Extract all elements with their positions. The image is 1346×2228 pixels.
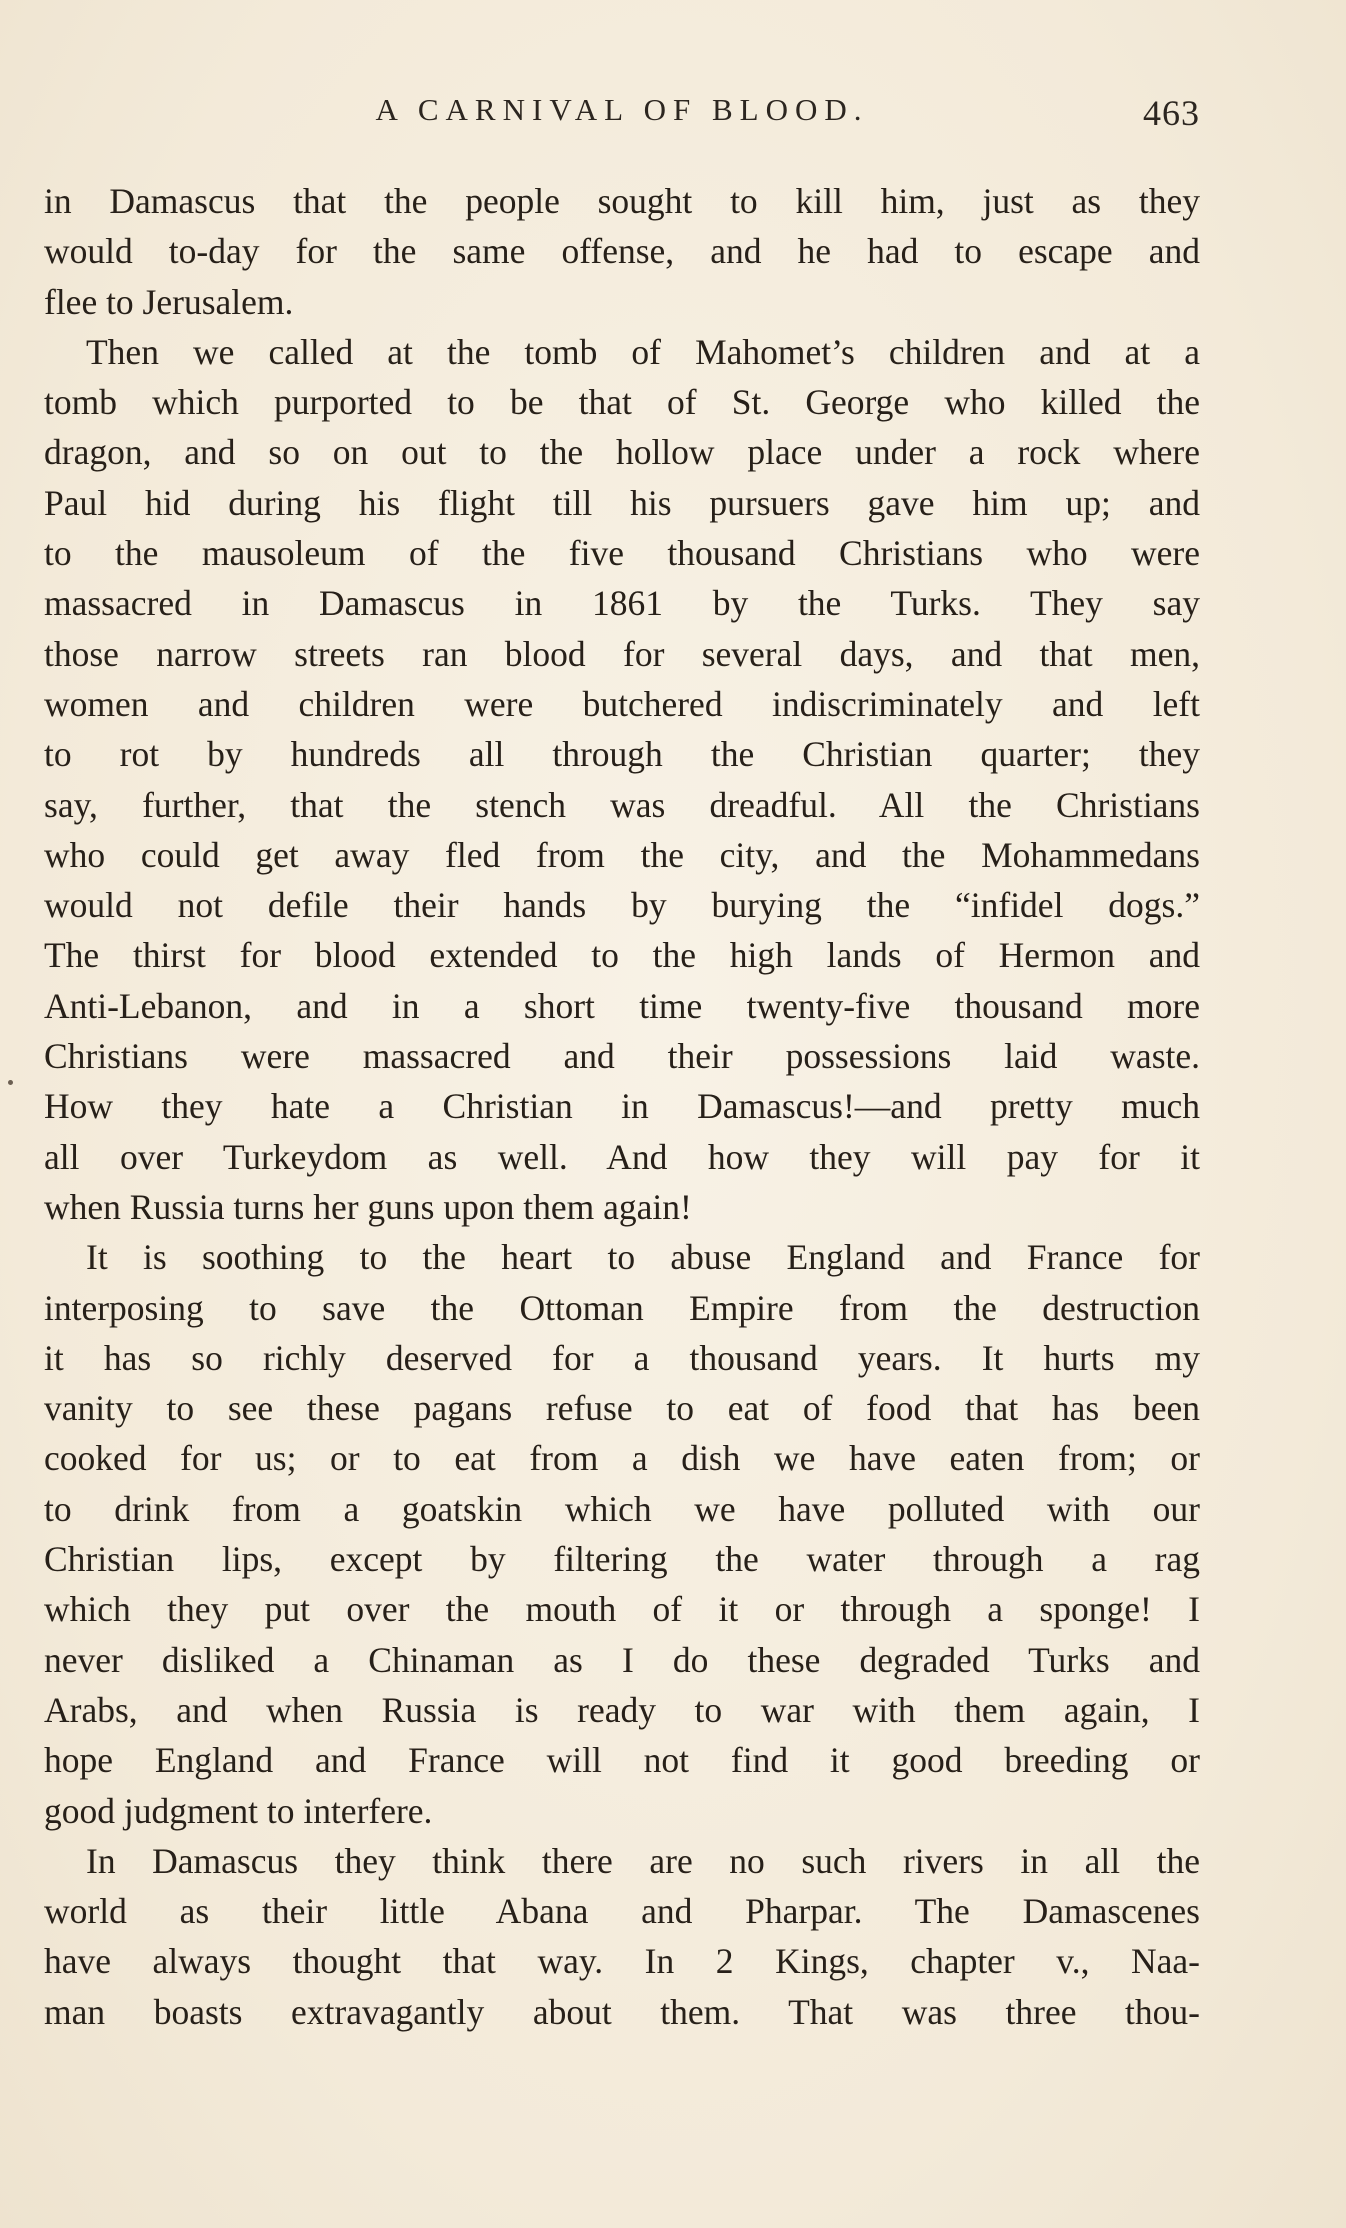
text-line: to drink from a goatskin which we have polluted with our [44, 1488, 1200, 1529]
text-line: Christians were massacred and their possessions laid waste. [44, 1036, 1200, 1077]
text-line: which they put over the mouth of it or through a sponge! I [44, 1589, 1200, 1630]
text-line: it has so richly deserved for a thousand years. It hurts my [44, 1337, 1200, 1378]
text-line: when Russia turns her guns upon them again! [44, 1186, 692, 1227]
text-line: dragon, and so on out to the hollow place under a rock where [44, 432, 1200, 473]
running-title: A CARNIVAL OF BLOOD. [375, 92, 869, 127]
text-line: to the mausoleum of the five thousand Christians who were [44, 533, 1200, 574]
text-line: How they hate a Christian in Damascus!—and pretty much [44, 1086, 1200, 1127]
text-line: those narrow streets ran blood for several days, and that men, [44, 633, 1200, 674]
text-line: flee to Jerusalem. [44, 281, 294, 322]
text-line: would not defile their hands by burying the “infidel dogs.” [44, 885, 1200, 926]
text-line: women and children were butchered indiscriminately and left [44, 683, 1200, 724]
text-line: massacred in Damascus in 1861 by the Turks. They say [44, 583, 1200, 624]
text-line: cooked for us; or to eat from a dish we have eaten from; or [44, 1438, 1200, 1479]
text-line: to rot by hundreds all through the Christian quarter; they [44, 734, 1200, 775]
text-line: good judgment to interfere. [44, 1790, 433, 1831]
text-line: say, further, that the stench was dreadful. All the Christians [44, 784, 1200, 825]
text-line: It is soothing to the heart to abuse England and France for [86, 1237, 1200, 1278]
body-text [44, 176, 1200, 2037]
text-line: never disliked a Chinaman as I do these degraded Turks and [44, 1639, 1200, 1680]
text-line: Anti-Lebanon, and in a short time twenty-five thousand more [44, 985, 1200, 1026]
text-line: have always thought that way. In 2 Kings, chapter v., Naa- [44, 1941, 1200, 1982]
text-line: world as their little Abana and Pharpar. The Damascenes [44, 1891, 1200, 1932]
text-line: would to-day for the same offense, and he had to escape and [44, 231, 1200, 272]
running-header [44, 92, 1200, 136]
text-line: interposing to save the Ottoman Empire from the destruction [44, 1287, 1200, 1328]
text-line: in Damascus that the people sought to kill him, just as they [44, 181, 1200, 221]
page-number: 463 [1143, 93, 1200, 133]
text-line: who could get away fled from the city, and the Mohammedans [44, 834, 1200, 875]
text-line: Paul hid during his flight till his pursuers gave him up; and [44, 482, 1200, 523]
text-line: hope England and France will not find it good breeding or [44, 1740, 1200, 1781]
margin-ink-speck [8, 1080, 13, 1085]
text-line: In Damascus they think there are no such rivers in all the [86, 1840, 1200, 1881]
text-line: Arabs, and when Russia is ready to war with them again, I [44, 1689, 1200, 1730]
text-line: vanity to see these pagans refuse to eat of food that has been [44, 1388, 1200, 1429]
text-line: Christian lips, except by filtering the water through a rag [44, 1539, 1200, 1580]
text-line: man boasts extravagantly about them. That was three thou- [44, 1991, 1200, 2032]
text-line: Then we called at the tomb of Mahomet’s children and at a [86, 331, 1200, 372]
text-line: tomb which purported to be that of St. George who killed the [44, 382, 1200, 423]
text-line: all over Turkeydom as well. And how they will pay for it [44, 1136, 1200, 1177]
text-line: The thirst for blood extended to the high lands of Hermon and [44, 935, 1200, 976]
